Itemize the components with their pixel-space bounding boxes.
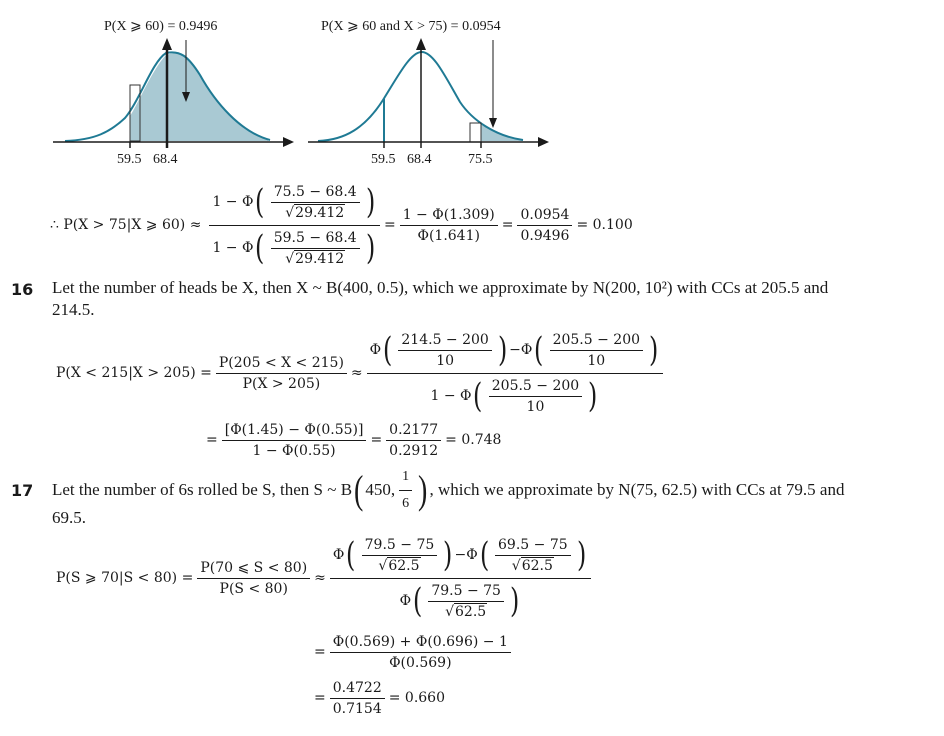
tick-label-75-5: 75.5 <box>468 152 493 167</box>
right-normal-curve-figure <box>308 38 549 148</box>
q17-result-line: = $\frac{0.4722}{0.7154}$ = 0.660 <box>314 679 445 717</box>
y-axis-arrow-icon <box>416 38 426 50</box>
left-figure-title: P(X ⩾ 60) = 0.9496 <box>104 19 218 34</box>
q16-conditional-probability-equation: P(X < 215|X > 205) = $\frac{P(205 < X < 215)}{P(X > 205)}$ ≈ Φ ( $\frac{214.5 - 200}{10}$ ) − Φ ( $\frac{205.5 - 200}{10}$ ) 1 − Φ ( $\frac{205.5 - 200}{10}$ ) <box>56 328 667 418</box>
left-normal-curve-figure <box>53 38 294 148</box>
q16-simplification-line: = $\frac{[\Phi(1.45) - \Phi(0.55)]}{1 - \Phi(0.55)}$ = $\frac{0.2177}{0.2912}$ = 0.748 <box>206 421 502 459</box>
y-axis-arrow-icon <box>162 38 172 50</box>
right-figure-title: P(X ⩾ 60 and X > 75) = 0.0954 <box>321 19 501 34</box>
q16-text-line2: 214.5. <box>52 300 95 319</box>
q17-text-line2: 69.5. <box>52 508 86 527</box>
shaded-region-x-ge-60 <box>130 53 268 141</box>
pointer-arrow-icon <box>489 118 497 128</box>
tick-label-68-4: 68.4 <box>407 152 432 167</box>
equation-lhs: ∴ P(X > 75|X ⩾ 60) ≈ <box>50 217 202 233</box>
tick-label-68-4: 68.4 <box>153 152 178 167</box>
x-axis-arrow-icon <box>538 137 549 147</box>
q17-conditional-probability-equation: P(S ⩾ 70|S < 80) = $\frac{P(70 ⩽ S < 80)}{P(S < 80)}$ ≈ Φ ( $\frac{79.5 - 75}{√62.5}$ ) − Φ ( $\frac{69.5 - 75}{√62.5}$ ) Φ ( $\frac{79.5 - 75}{√62.5}$ ) <box>56 532 595 624</box>
tick-label-59-5: 59.5 <box>117 152 142 167</box>
q15-conditional-probability-equation: ∴ P(X > 75|X ⩾ 60) ≈ 1 − Φ ( $\frac{75.5 - 68.4}{√29.412}$ ) 1 − Φ ( $\frac{59.5 - 68.4}{√29.412}$ ) = $\frac{1 - \Phi(1.309)}{\Phi(1.641)}$ = $\frac{0.0954}{0.9496}$ = 0.100 <box>50 182 633 268</box>
q17-text-line1: Let the number of 6s rolled be S, then S ~ B ( 450, $\frac{1}{6}$ ) , which we approximate by N(75, 62.5) with CCs at 79.5 and <box>52 467 845 512</box>
x-axis-arrow-icon <box>283 137 294 147</box>
question-number-17: 17 <box>11 481 34 500</box>
q16-text-line1: Let the number of heads be X, then X ~ B(400, 0.5), which we approximate by N(200, 10²) with CCs at 205.5 and <box>52 278 829 297</box>
continuity-correction-bar <box>470 123 481 142</box>
q17-step2-line: = $\frac{\Phi(0.569) + \Phi(0.696) - 1}{\Phi(0.569)}$ <box>314 630 515 674</box>
tick-label-59-5: 59.5 <box>371 152 396 167</box>
question-number-16: 16 <box>11 280 34 299</box>
